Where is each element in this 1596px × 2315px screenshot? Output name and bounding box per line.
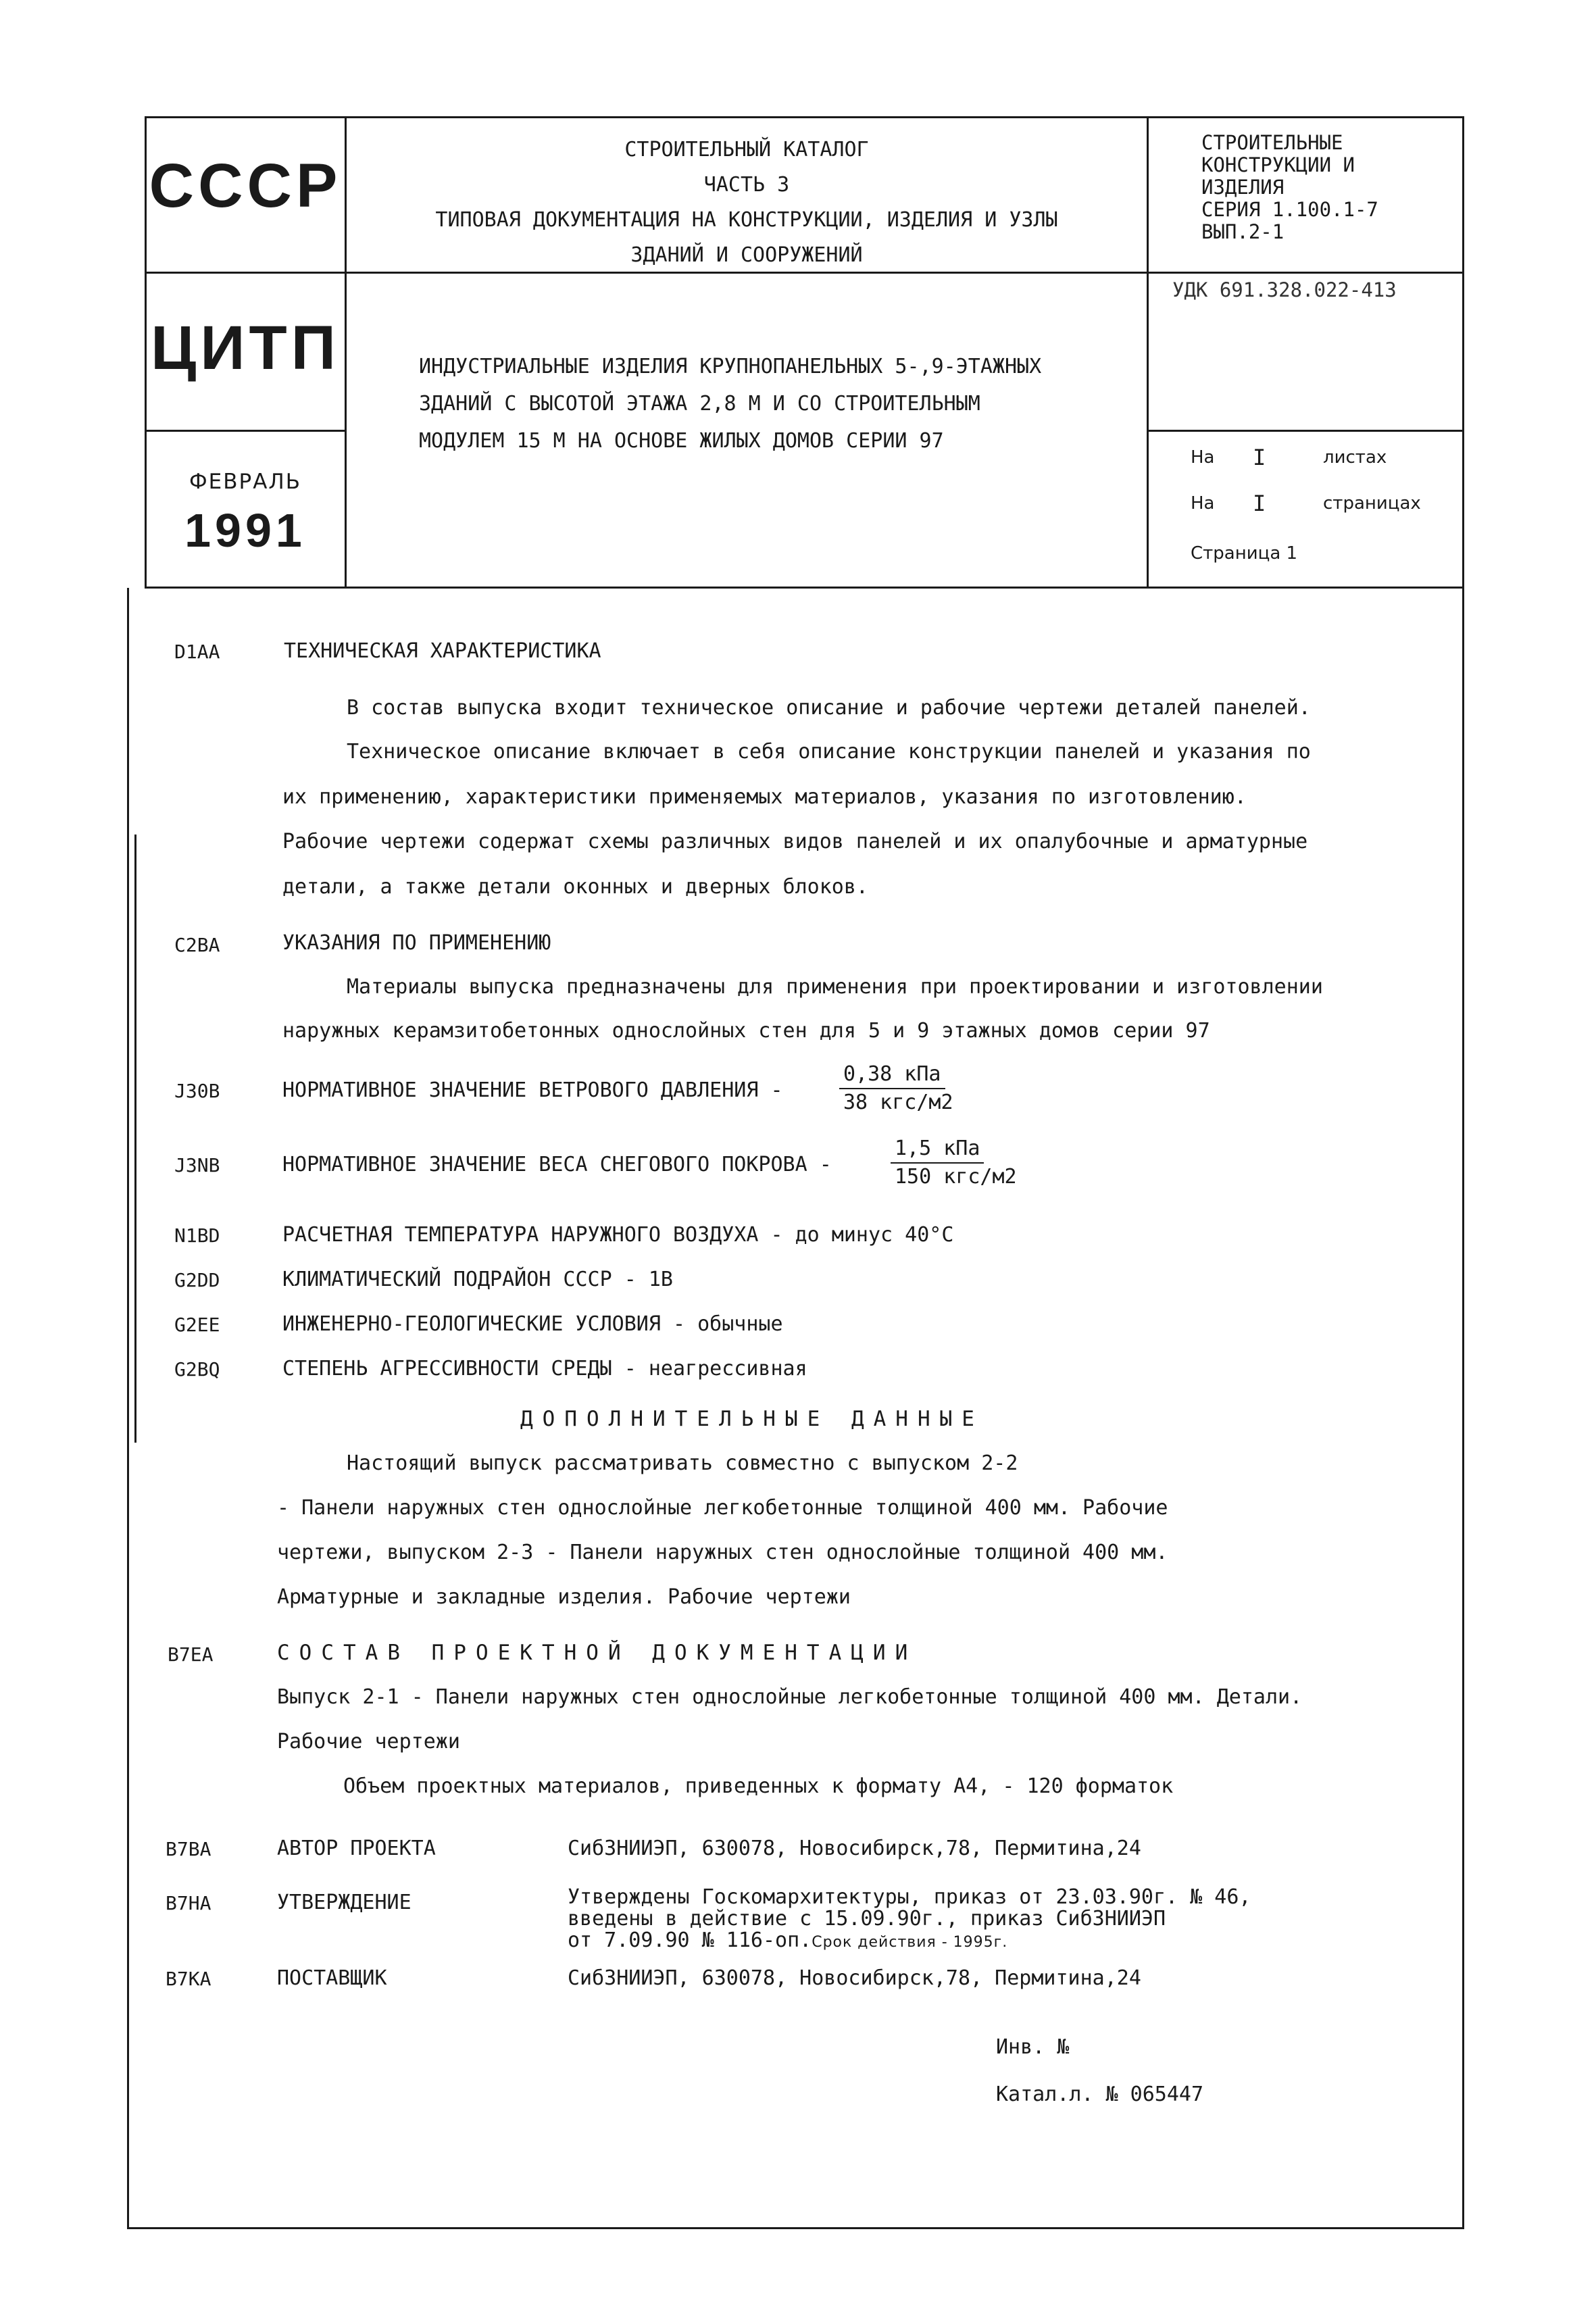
catalog-line: ЧАСТЬ 3 [703,173,790,197]
tech-line: В состав выпуска входит техническое описание и рабочие чертежи деталей панелей. [347,696,1311,720]
extra-line: чертежи, выпуском 2-3 - Панели наружных стен однослойные толщиной 400 мм. [277,1541,1168,1564]
series-block [1201,132,1378,243]
inventory-number: Инв. № [996,2035,1070,2059]
tech-line: Техническое описание включает в себя описание конструкции панелей и указания по [347,740,1311,764]
composition-line: Выпуск 2-1 - Панели наружных стен однослойные легкобетонные толщиной 400 мм. Детали. [277,1685,1303,1709]
code-usage: C2BA [174,934,220,956]
extra-line: Арматурные и закладные изделия. Рабочие чертежи [277,1585,851,1609]
org-citp: ЦИТП [151,314,340,382]
usage-line: Материалы выпуска предназначены для применения при проектировании и изготовлении [347,975,1323,999]
snow-kgs: 150 кгс/м2 [895,1165,1017,1189]
frame-left-mark [134,835,136,1443]
approval-order: от 7.09.90 № 116-оп. [568,1928,812,1952]
usage-title: УКАЗАНИЯ ПО ПРИМЕНЕНИЮ [282,931,551,955]
pages-prefix: На [1191,493,1215,514]
frame-left-body [127,588,129,2229]
wind-label: НОРМАТИВНОЕ ЗНАЧЕНИЕ ВЕТРОВОГО ДАВЛЕНИЯ - [282,1078,783,1102]
tech-line: их применению, характеристики применяемых материалов, указания по изготовлению. [282,785,1247,809]
catalog-line: ТИПОВАЯ ДОКУМЕНТАЦИЯ НА КОНСТРУКЦИИ, ИЗДЕЛИЯ И УЗЛЫ [435,208,1058,232]
code-author: B7BA [166,1838,211,1860]
series-line: СТРОИТЕЛЬНЫЕ [1201,131,1343,154]
sheets-prefix: На [1191,447,1215,468]
catalog-line: СТРОИТЕЛЬНЫЙ КАТАЛОГ [624,138,869,161]
tech-line: детали, а также детали оконных и дверных блоков. [282,875,868,899]
pages-count: I [1253,491,1266,516]
frame-right [1462,116,1464,2229]
snow-kpa: 1,5 кПа [891,1135,984,1164]
extra-title: ДОПОЛНИТЕЛЬНЫЕ ДАННЫЕ [520,1407,984,1431]
series-line: ВЫП.2-1 [1201,220,1285,243]
code-param: N1BD [174,1224,220,1247]
header-col1-row1-divider [145,272,346,274]
tech-line: Рабочие чертежи содержат схемы различных видов панелей и их опалубочные и арматурные [282,830,1308,853]
sheets-count: I [1253,445,1266,470]
udk-code: УДК 691.328.022-413 [1172,278,1397,301]
month-label: ФЕВРАЛЬ [189,470,302,494]
tech-title: ТЕХНИЧЕСКАЯ ХАРАКТЕРИСТИКА [284,639,601,663]
sheets-row [1191,447,1454,468]
header-col1-row2-divider [145,430,346,432]
approval-line [568,1930,1251,1953]
supplier-label: ПОСТАВЩИК [277,1966,387,1990]
org-sssr: СССР [149,151,342,220]
code-wind: J30B [174,1080,220,1102]
composition-line: Рабочие чертежи [277,1730,460,1753]
series-line: КОНСТРУКЦИИ И [1201,153,1355,176]
wind-kpa: 0,38 кПа [839,1061,945,1089]
document-title [419,348,1041,459]
param-line: ИНЖЕНЕРНО-ГЕОЛОГИЧЕСКИЕ УСЛОВИЯ - обычные [282,1312,783,1336]
approval-label: УТВЕРЖДЕНИЕ [277,1891,412,1914]
author-value: СибЗНИИЭП, 630078, Новосибирск,78, Пермитина,24 [568,1837,1141,1860]
pages-word: страницах [1323,493,1421,514]
code-approval: B7HA [166,1892,211,1914]
page-number: Страница 1 [1191,543,1298,564]
catalog-sheet-number: Катал.л. № 065447 [996,2083,1204,2106]
catalog-line: ЗДАНИЙ И СООРУЖЕНИЙ [630,243,863,267]
code-snow: J3NB [174,1154,220,1176]
snow-label: НОРМАТИВНОЕ ЗНАЧЕНИЕ ВЕСА СНЕГОВОГО ПОКРОВА - [282,1153,832,1176]
title-line: ЗДАНИЙ С ВЫСОТОЙ ЭТАЖА 2,8 М И СО СТРОИТЕЛЬНЫМ [419,392,980,416]
approval-term: Срок действия - 1995г. [812,1934,1008,1951]
wind-kgs: 38 кгс/м2 [843,1091,953,1114]
composition-title: СОСТАВ ПРОЕКТНОЙ ДОКУМЕНТАЦИИ [277,1641,918,1665]
code-supplier: B7KA [166,1968,211,1990]
code-composition: B7EA [168,1643,214,1666]
code-param: G2BQ [174,1358,220,1380]
header-col3-row2-divider [1147,430,1464,432]
composition-line: Объем проектных материалов, приведенных к формату А4, - 120 форматок [343,1774,1174,1798]
param-line: СТЕПЕНЬ АГРЕССИВНОСТИ СРЕДЫ - неагрессивная [282,1357,807,1380]
snow-value [891,1135,1021,1191]
code-param: G2EE [174,1314,220,1336]
approval-text [568,1887,1251,1953]
frame-top [145,116,1464,118]
series-line: СЕРИЯ 1.100.1-7 [1201,198,1378,221]
extra-line: Настоящий выпуск рассматривать совместно с выпуском 2-2 [347,1451,1018,1475]
supplier-value: СибЗНИИЭП, 630078, Новосибирск,78, Пермитина,24 [568,1966,1141,1990]
code-tech: D1AA [174,641,220,663]
frame-header-bottom [145,587,1464,589]
title-line: ИНДУСТРИАЛЬНЫЕ ИЗДЕЛИЯ КРУПНОПАНЕЛЬНЫХ 5-,9-ЭТАЖНЫХ [419,355,1042,378]
param-line: РАСЧЕТНАЯ ТЕМПЕРАТУРА НАРУЖНОГО ВОЗДУХА - до минус 40°С [282,1223,954,1247]
approval-line: введены в действие с 15.09.90г., приказ СибЗНИИЭП [568,1907,1166,1931]
year-label: 1991 [184,504,306,557]
usage-line: наружных керамзитобетонных однослойных стен для 5 и 9 этажных домов серии 97 [282,1019,1210,1043]
extra-line: - Панели наружных стен однослойные легкобетонные толщиной 400 мм. Рабочие [277,1496,1168,1520]
approval-line: Утверждены Госкомархитектуры, приказ от 23.03.90г. № 46, [568,1885,1251,1909]
code-param: G2DD [174,1269,220,1291]
frame-bottom [127,2227,1464,2229]
wind-value [839,1061,957,1116]
pages-row [1191,493,1454,514]
author-label: АВТОР ПРОЕКТА [277,1837,436,1860]
param-line: КЛИМАТИЧЕСКИЙ ПОДРАЙОН СССР - 1В [282,1268,673,1291]
sheets-word: листах [1323,447,1387,468]
catalog-heading [345,132,1149,273]
series-line: ИЗДЕЛИЯ [1201,176,1285,199]
title-line: МОДУЛЕМ 15 М НА ОСНОВЕ ЖИЛЫХ ДОМОВ СЕРИИ 97 [419,429,944,453]
